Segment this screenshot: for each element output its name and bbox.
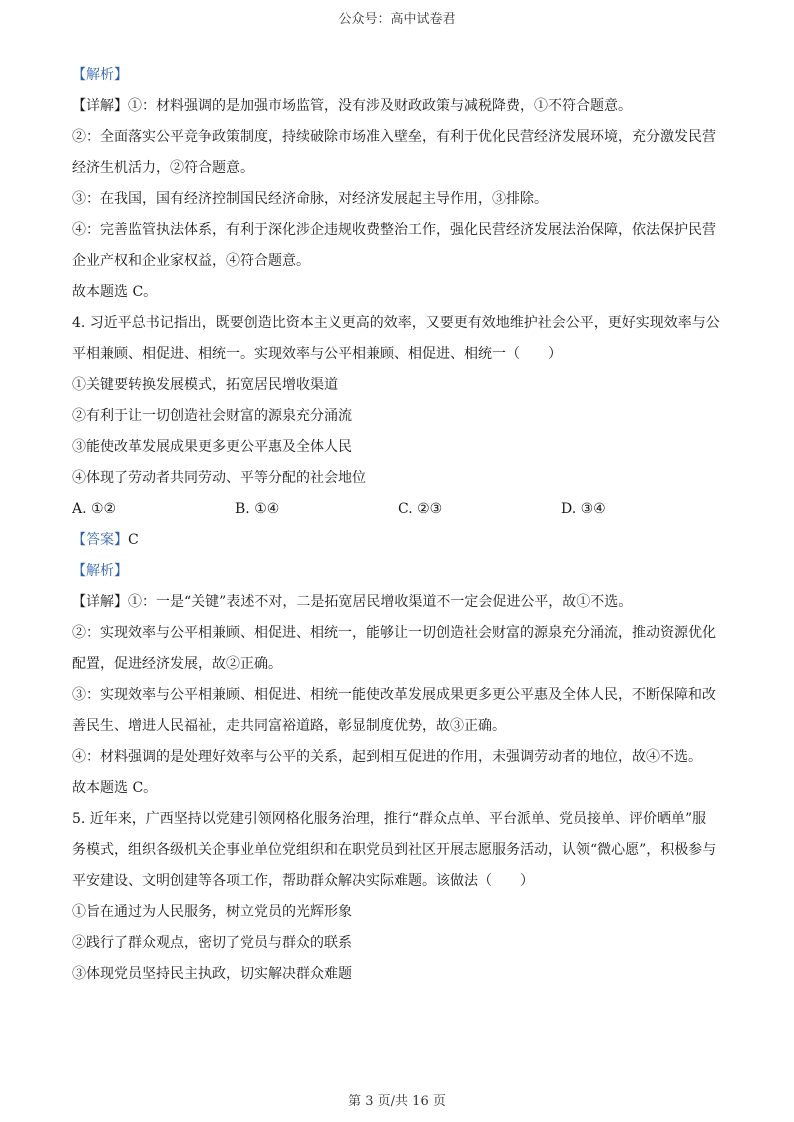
q3-conclusion: 故本题选 C。	[72, 284, 158, 300]
q4-option-d: D. ③④	[561, 501, 606, 517]
q5-statement: ①旨在通过为人民服务，树立党员的光辉形象	[72, 904, 352, 920]
q4-stem: 4. 习近平总书记指出，既要创造比资本主义更高的效率，又要更有效地维护社会公平，更好实现效率与公	[72, 315, 720, 331]
q4-stem: 平相兼顾、相促进、相统一。实现效率与公平相兼顾、相促进、相统一（ ）	[72, 346, 562, 362]
q4-statement: ②有利于让一切创造社会财富的源泉充分涌流	[72, 408, 352, 424]
q3-analysis-line: 【详解】①：材料强调的是加强市场监管，没有涉及财政政策与减税降费，①不符合题意。	[72, 98, 632, 114]
q4-analysis-line: ③：实现效率与公平相兼顾、相促进、相统一能使改革发展成果更多更公平惠及全体人民，不断保障和改	[72, 687, 716, 703]
analysis-tag: 【解析】	[72, 563, 128, 579]
q4-answer	[72, 525, 724, 556]
page-header: 公众号：高中试卷君	[338, 12, 456, 27]
q3-analysis-line: ③：在我国，国有经济控制国民经济命脉，对经济发展起主导作用，③排除。	[72, 191, 548, 207]
q4-analysis-line: ②：实现效率与公平相兼顾、相促进、相统一，能够让一切创造社会财富的源泉充分涌流，推动资源优化	[72, 625, 716, 641]
page-content	[72, 60, 724, 990]
q4-analysis-line: 配置，促进经济发展，故②正确。	[72, 656, 282, 672]
q4-statement: ④体现了劳动者共同劳动、平等分配的社会地位	[72, 470, 366, 486]
q3-analysis-line: ④：完善监管执法体系，有利于深化涉企违规收费整治工作，强化民营经济发展法治保障，依法保护民营	[72, 222, 716, 238]
q5-statement: ②践行了群众观点，密切了党员与群众的联系	[72, 935, 352, 951]
q3-analysis-line: 企业产权和企业家权益，④符合题意。	[72, 253, 310, 269]
q3-analysis-line: 经济生机活力，②符合题意。	[72, 160, 254, 176]
q3-analysis-line: ②：全面落实公平竞争政策制度，持续破除市场准入壁垒，有利于优化民营经济发展环境，充分激发民营	[72, 129, 716, 145]
page-number: 第 3 页/共 16 页	[348, 1094, 446, 1109]
q4-statement: ①关键要转换发展模式，拓宽居民增收渠道	[72, 377, 338, 393]
answer-tag: 【答案】	[72, 532, 128, 548]
answer-value: C	[128, 532, 139, 548]
q5-stem: 5. 近年来，广西坚持以党建引领网格化服务治理，推行“群众点单、平台派单、党员接单、评价晒单”服	[72, 811, 707, 827]
q4-analysis-line: 善民生、增进人民福祉，走共同富裕道路，彰显制度优势，故③正确。	[72, 718, 506, 734]
q4-option-c: C. ②③	[398, 501, 443, 517]
q4-analysis-line: ④：材料强调的是处理好效率与公平的关系，起到相互促进的作用，未强调劳动者的地位，故④不选。	[72, 749, 702, 765]
q4-statement: ③能使改革发展成果更多更公平惠及全体人民	[72, 439, 352, 455]
q4-option-a: A. ①②	[72, 501, 117, 517]
analysis-tag: 【解析】	[72, 67, 128, 83]
q4-conclusion: 故本题选 C。	[72, 780, 158, 796]
q5-statement: ③体现党员坚持民主执政，切实解决群众难题	[72, 966, 352, 982]
q4-option-b: B. ①④	[235, 501, 280, 517]
q5-stem: 平安建设、文明创建等各项工作，帮助群众解决实际难题。该做法（ ）	[72, 873, 534, 889]
q5-stem: 务模式，组织各级机关企事业单位党组织和在职党员到社区开展志愿服务活动，认领“微心愿”，积极参与	[72, 842, 717, 858]
q4-options	[72, 494, 724, 525]
q4-analysis-line: 【详解】①：一是“关键”表述不对，二是拓宽居民增收渠道不一定会促进公平，故①不选。	[72, 594, 633, 610]
